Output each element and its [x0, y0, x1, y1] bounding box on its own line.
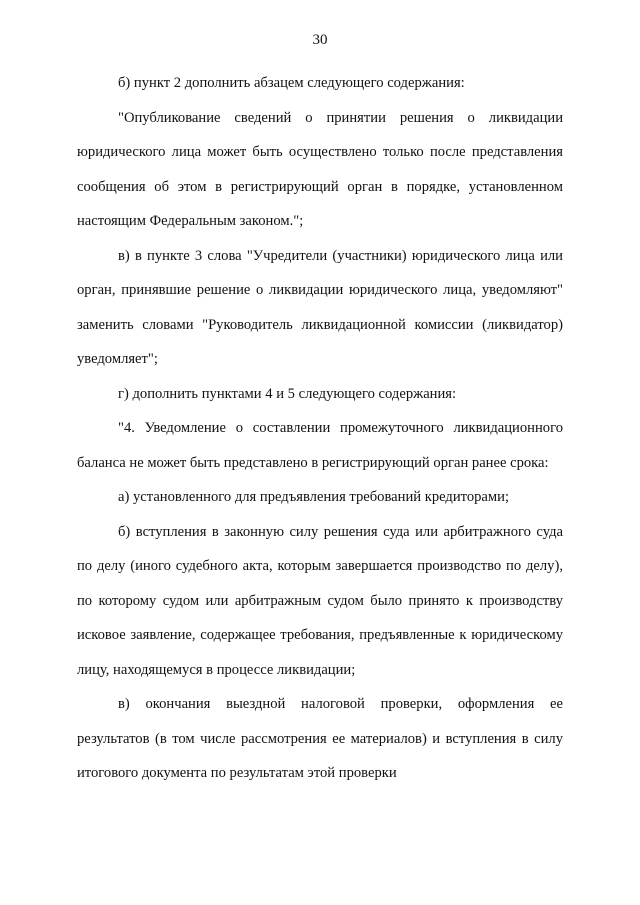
page-number: 30	[312, 32, 328, 48]
paragraph-quoted-publication: "Опубликование сведений о принятии решения о ликвидации юридического лица может быть осуществлено только после представления сообщения об этом в регистрирующий орган в порядке, установленном настоящим Федеральным законом.";	[77, 109, 563, 229]
paragraph-point-4: "4. Уведомление о составлении промежуточного ликвидационного баланса не может быть представлено в регистрирующий орган ранее срока:	[77, 420, 563, 471]
paragraph-amendment-b: б) пункт 2 дополнить абзацем следующего содержания:	[118, 75, 465, 91]
paragraph-subpoint-v: в) окончания выездной налоговой проверки, оформления ее результатов (в том числе рассмотрения ее материалов) и вступления в силу итогового документа по результатам этой проверки	[77, 696, 563, 781]
document-body	[77, 66, 563, 791]
paragraph-subpoint-b: б) вступления в законную силу решения суда или арбитражного суда по делу (иного судебного акта, которым завершается производство по делу), по которому судом или арбитражным судом было принято к производству исковое заявление, содержащее требования, предъявленные к юридическому лицу, находящемуся в процессе ликвидации;	[77, 523, 563, 678]
paragraph-amendment-v: в) в пункте 3 слова "Учредители (участники) юридического лица или орган, принявшие решение о ликвидации юридического лица, уведомляют" заменить словами "Руководитель ликвидационной комиссии (ликвидатор) уведомляет";	[77, 247, 563, 367]
paragraph-amendment-g: г) дополнить пунктами 4 и 5 следующего содержания:	[118, 385, 457, 402]
paragraph-subpoint-a: а) установленного для предъявления требований кредиторами;	[118, 489, 509, 505]
